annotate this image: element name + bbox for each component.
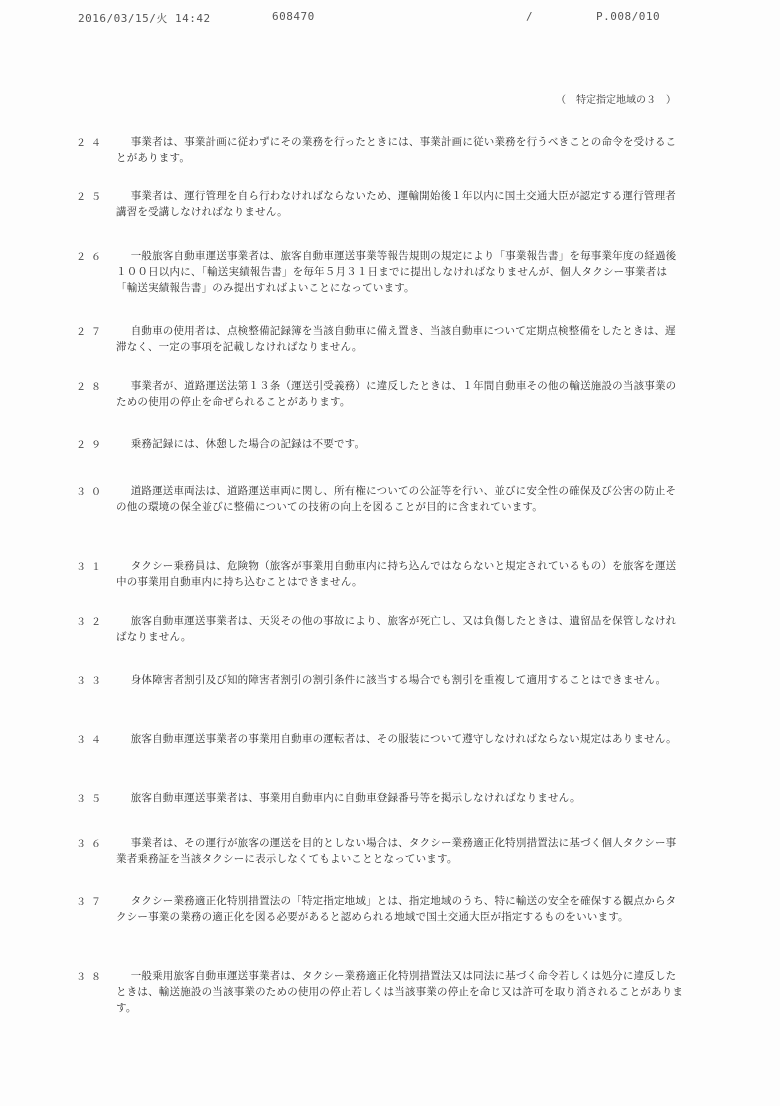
- question-number: ３５: [76, 794, 106, 805]
- fax-mark: /: [526, 10, 534, 23]
- question-text: タクシー乗務員は、危険物（旅客が事業用自動車内に持ち込んではならないと規定されているもの）を旅客を運送中の事業用自動車内に持ち込むことはできません。: [116, 560, 677, 588]
- question-number: ２５: [76, 192, 106, 203]
- question-number: ２７: [76, 327, 106, 338]
- question-text: 自動車の使用者は、点検整備記録簿を当該自動車に備え置き、当該自動車について定期点検整備をしたときは、遅滞なく、一定の事項を記載しなければなりません。: [116, 325, 676, 353]
- question-number: ３６: [76, 839, 106, 850]
- question-number: ３４: [76, 735, 106, 746]
- question-text: 旅客自動車運送事業者は、事業用自動車内に自動車登録番号等を掲示しなければなりません。: [130, 792, 581, 804]
- question-text: 事業者は、運行管理を自ら行わなければならないため、運輸開始後１年以内に国土交通大臣が認定する運行管理者講習を受講しなければなりません。: [116, 190, 676, 218]
- region-label: （ 特定指定地域の３ ）: [556, 95, 676, 106]
- question-text: 事業者は、その運行が旅客の運送を目的としない場合は、タクシー業務適正化特別措置法に基づく個人タクシー事業者乗務証を当該タクシーに表示しなくてもよいこととなっています。: [116, 837, 677, 865]
- question-number: ３２: [76, 617, 106, 628]
- question-number: ３１: [76, 562, 106, 573]
- question-text: 身体障害者割引及び知的障害者割引の割引条件に該当する場合でも割引を重複して適用することはできません。: [130, 674, 667, 686]
- question-text: 旅客自動車運送事業者の事業用自動車の運転者は、その服装について遵守しなければならない規定はありません。: [130, 733, 677, 745]
- question-number: ３３: [76, 676, 106, 687]
- question-number: ２９: [76, 440, 106, 451]
- question-number: ２４: [76, 138, 106, 149]
- question-text: 道路運送車両法は、道路運送車両に関し、所有権についての公証等を行い、並びに安全性の確保及び公害の防止その他の環境の保全並びに整備についての技術の向上を図ることが目的に含まれています。: [116, 485, 677, 513]
- fax-page-number: P.008/010: [596, 10, 661, 23]
- question-number: ３０: [76, 487, 106, 498]
- question-text: 旅客自動車運送事業者は、天災その他の事故により、旅客が死亡し、又は負傷したときは、遺留品を保管しなければなりません。: [116, 615, 677, 643]
- fax-timestamp: 2016/03/15/火 14:42: [78, 12, 211, 25]
- question-number: ２８: [76, 382, 106, 393]
- fax-number: 608470: [272, 10, 315, 23]
- question-text: タクシー業務適正化特別措置法の「特定指定地域」とは、指定地域のうち、特に輸送の安全を確保する観点からタクシー事業の業務の適正化を図る必要があると認められる地域で国土交通大臣が指定するものをいいます。: [116, 895, 677, 923]
- question-text: 事業者が、道路運送法第１３条（運送引受義務）に違反したときは、１年間自動車その他の輸送施設の当該事業のための使用の停止を命ぜられることがあります。: [116, 380, 677, 408]
- question-number: ２６: [76, 252, 106, 263]
- fax-header: [0, 10, 780, 30]
- question-number: ３７: [76, 897, 106, 908]
- question-text: 一般旅客自動車運送事業者は、旅客自動車運送事業等報告規則の規定により「事業報告書」を毎事業年度の経過後１００日以内に、「輸送実績報告書」を毎年５月３１日までに提出しなければなりませんが、個人タクシー事業者は「輸送実績報告書」のみ提出すればよいことになっています。: [116, 250, 677, 294]
- question-text: 事業者は、事業計画に従わずにその業務を行ったときには、事業計画に従い業務を行うべきことの命令を受けることがあります。: [116, 136, 677, 164]
- question-number: ３８: [76, 972, 106, 983]
- question-text: 乗務記録には、休憩した場合の記録は不要です。: [130, 438, 366, 450]
- question-text: 一般乗用旅客自動車運送事業者は、タクシー業務適正化特別措置法又は同法に基づく命令若しくは処分に違反したときは、輸送施設の当該事業のための使用の停止若しくは当該事業の停止を命じ又は許可を取り消されることがあります。: [116, 970, 684, 1014]
